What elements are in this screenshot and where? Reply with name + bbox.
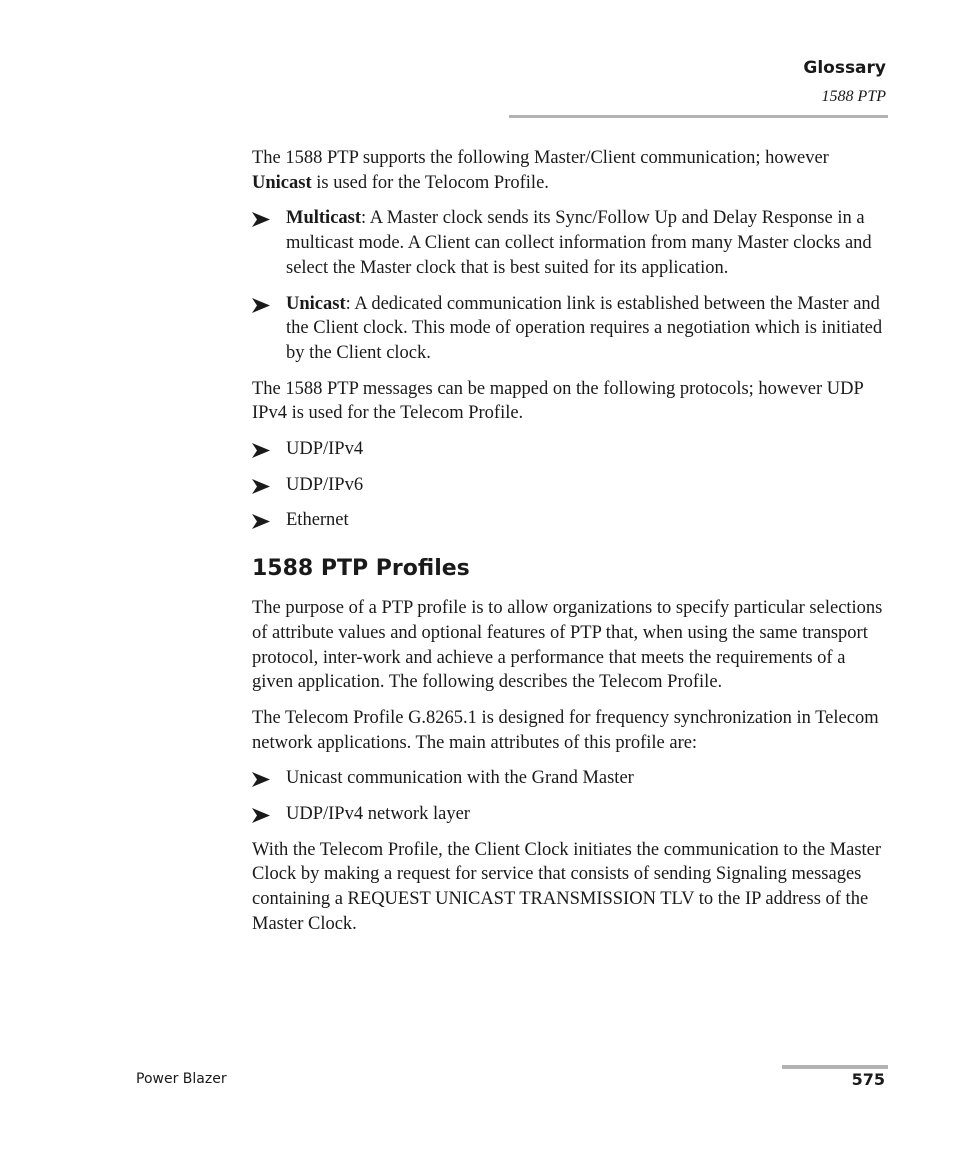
intro-paragraph [252,146,886,195]
list-item-unicast [252,292,886,366]
attribute-label: Unicast communication with the Grand Master [286,768,634,789]
intro-text-1: The 1588 PTP supports the following Master/Client communication; however [252,148,829,168]
footer-product-name: Power Blazer [136,1071,227,1087]
arrow-bullet-icon [252,514,270,529]
intro-text-2: is used for the Telocom Profile. [311,172,549,193]
arrow-bullet-icon [252,212,270,227]
running-header-title: Glossary [803,58,886,78]
list-item-protocol [252,437,886,462]
header-rule [509,115,888,118]
arrow-bullet-icon [252,298,270,313]
attribute-label: UDP/IPv4 network layer [286,804,470,825]
client-clock-paragraph: With the Telecom Profile, the Client Clock initiates the communication to the Master Clock by making a request for service that consists of sending Signaling messages containing a REQUEST UNICAST TRANSMISSION TLV to the IP address of the Master Clock. [252,839,882,934]
intro-bold-term: Unicast [252,172,312,193]
footer-rule [782,1065,888,1069]
term-multicast: Multicast [286,208,362,229]
telecom-profile-paragraph: The Telecom Profile G.8265.1 is designed for frequency synchronization in Telecom network applications. The main attributes of this profile are: [252,707,879,753]
list-item-protocol [252,508,886,533]
list-item-attribute [252,802,886,827]
running-header-subtitle: 1588 PTP [821,88,886,105]
list-item-multicast [252,206,886,280]
arrow-bullet-icon [252,443,270,458]
list-item-attribute [252,766,886,791]
term-unicast: Unicast [286,293,346,314]
arrow-bullet-icon [252,772,270,787]
protocol-label: Ethernet [286,510,349,531]
desc-multicast: : A Master clock sends its Sync/Follow Up and Delay Response in a multicast mode. A Client can collect information from many Master clocks and select the Master clock that is best suited for its application. [286,208,872,278]
protocols-paragraph: The 1588 PTP messages can be mapped on the following protocols; however UDP IPv4 is used for the Telecom Profile. [252,378,864,424]
arrow-bullet-icon [252,808,270,823]
page-number: 575 [851,1070,885,1089]
protocol-label: UDP/IPv6 [286,474,364,495]
protocol-label: UDP/IPv4 [286,439,364,460]
page-body [252,146,886,948]
section-heading: 1588 PTP Profiles [252,556,470,582]
desc-unicast: : A dedicated communication link is established between the Master and the Client clock. This mode of operation requires a negotiation which is initiated by the Client clock. [286,293,883,363]
list-item-protocol [252,473,886,498]
arrow-bullet-icon [252,479,270,494]
profile-purpose-paragraph: The purpose of a PTP profile is to allow organizations to specify particular selections of attribute values and optional features of PTP that, when using the same transport protocol, inter-work and achieve a performance that meets the requirements of a given application. The following describes the Telecom Profile. [252,598,883,693]
